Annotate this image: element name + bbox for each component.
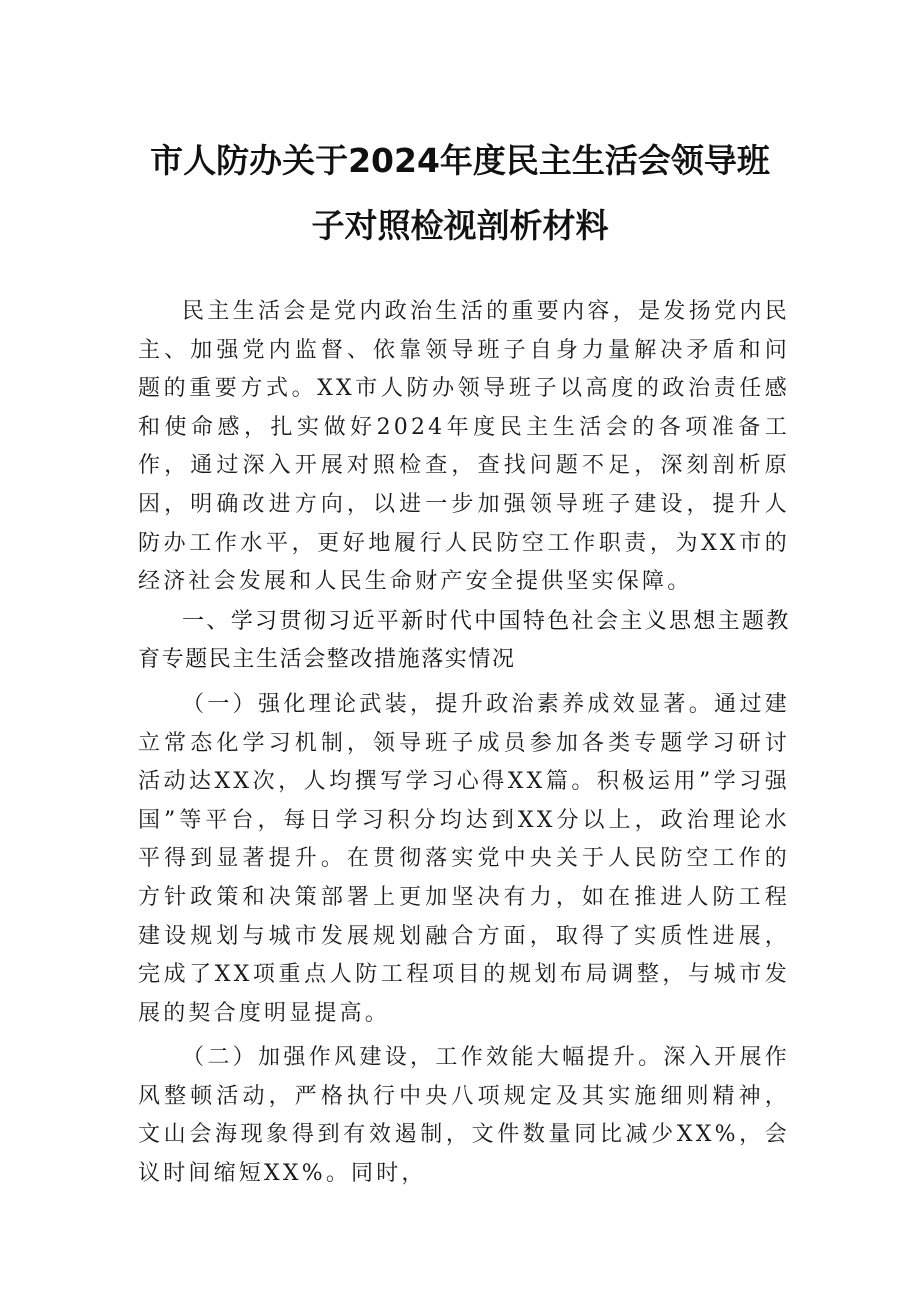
- section-1-heading: 一、学习贯彻习近平新时代中国特色社会主义思想主题教育专题民主生活会整改措施落实情况: [138, 608, 790, 673]
- intro-paragraph: 民主生活会是党内政治生活的重要内容，是发扬党内民主、加强党内监督、依靠领导班子自身力量解决矛盾和问题的重要方式。XX市人防办领导班子以高度的政治责任感和使命感，扎实做好2024年度民主生活会的各项准备工作，通过深入开展对照检查，查找问题不足，深刻剖析原因，明确改进方向，以进一步加强领导班子建设，提升人防办工作水平，更好地履行人民防空工作职责，为XX市的经济社会发展和人民生命财产安全提供坚实保障。: [138, 299, 790, 595]
- document-title-line-2: 子对照检视剖析材料: [311, 206, 609, 245]
- paragraph-2: （二）加强作风建设，工作效能大幅提升。深入开展作风整顿活动，严格执行中央八项规定及其实施细则精神，文山会海现象得到有效遏制，文件数量同比减少XX%，会议时间缩短XX%。同时，: [138, 1045, 790, 1187]
- document-title-line-1: 市人防办关于2024年度民主生活会领导班: [150, 141, 770, 180]
- document-body: [138, 293, 790, 1194]
- paragraph-1: （一）强化理论武装，提升政治素养成效显著。通过建立常态化学习机制，领导班子成员参加各类专题学习研讨活动达XX次，人均撰写学习心得XX篇。积极运用”学习强国”等平台，每日学习积分均达到XX分以上，政治理论水平得到显著提升。在贯彻落实党中央关于人民防空工作的方针政策和决策部署上更加坚决有力，如在推进人防工程建设规划与城市发展规划融合方面，取得了实质性进展，完成了XX项重点人防工程项目的规划布局调整，与城市发展的契合度明显提高。: [138, 691, 790, 1026]
